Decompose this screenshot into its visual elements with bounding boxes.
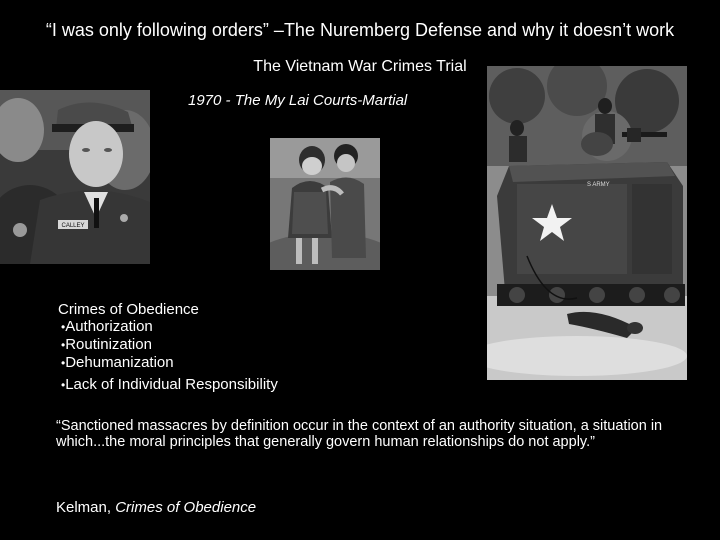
vehicle-hull-text: S ARMY: [587, 182, 610, 188]
slide-subtitle: The Vietnam War Crimes Trial: [253, 58, 467, 75]
list-item: [58, 336, 278, 354]
list-item-label: Authorization: [65, 318, 153, 335]
citation-book-title: Crimes of Obedience: [115, 499, 257, 516]
list-item: [58, 376, 278, 394]
bullet: •: [61, 378, 66, 392]
armored-vehicle-photo: [487, 66, 687, 380]
bullet: •: [61, 320, 66, 334]
list-item-label: Lack of Individual Responsibility: [65, 376, 278, 393]
children-photo: [270, 138, 380, 270]
citation-author: Kelman,: [56, 499, 116, 516]
slide-title: “I was only following orders” –The Nuremberg Defense and why it doesn’t work: [45, 20, 675, 40]
crimes-heading: Crimes of Obedience: [58, 301, 199, 318]
bullet: •: [61, 338, 66, 352]
kelman-quote: “Sanctioned massacres by definition occur in the context of an authority situation, a situation in which...the moral principles that generally govern human relationships do not apply.”: [56, 418, 663, 450]
trial-date-caption: 1970 - The My Lai Courts-Martial: [188, 92, 408, 109]
list-item: [58, 354, 278, 372]
list-item-label: Routinization: [65, 336, 152, 353]
officer-name-tag: CALLEY: [61, 223, 85, 229]
list-item: [58, 318, 278, 336]
officer-photo: [0, 90, 150, 264]
bullet: •: [61, 356, 66, 370]
list-item-label: Dehumanization: [65, 354, 174, 371]
crimes-of-obedience-section: [58, 301, 278, 394]
quote-citation: [56, 499, 256, 516]
crimes-list: [58, 318, 278, 394]
